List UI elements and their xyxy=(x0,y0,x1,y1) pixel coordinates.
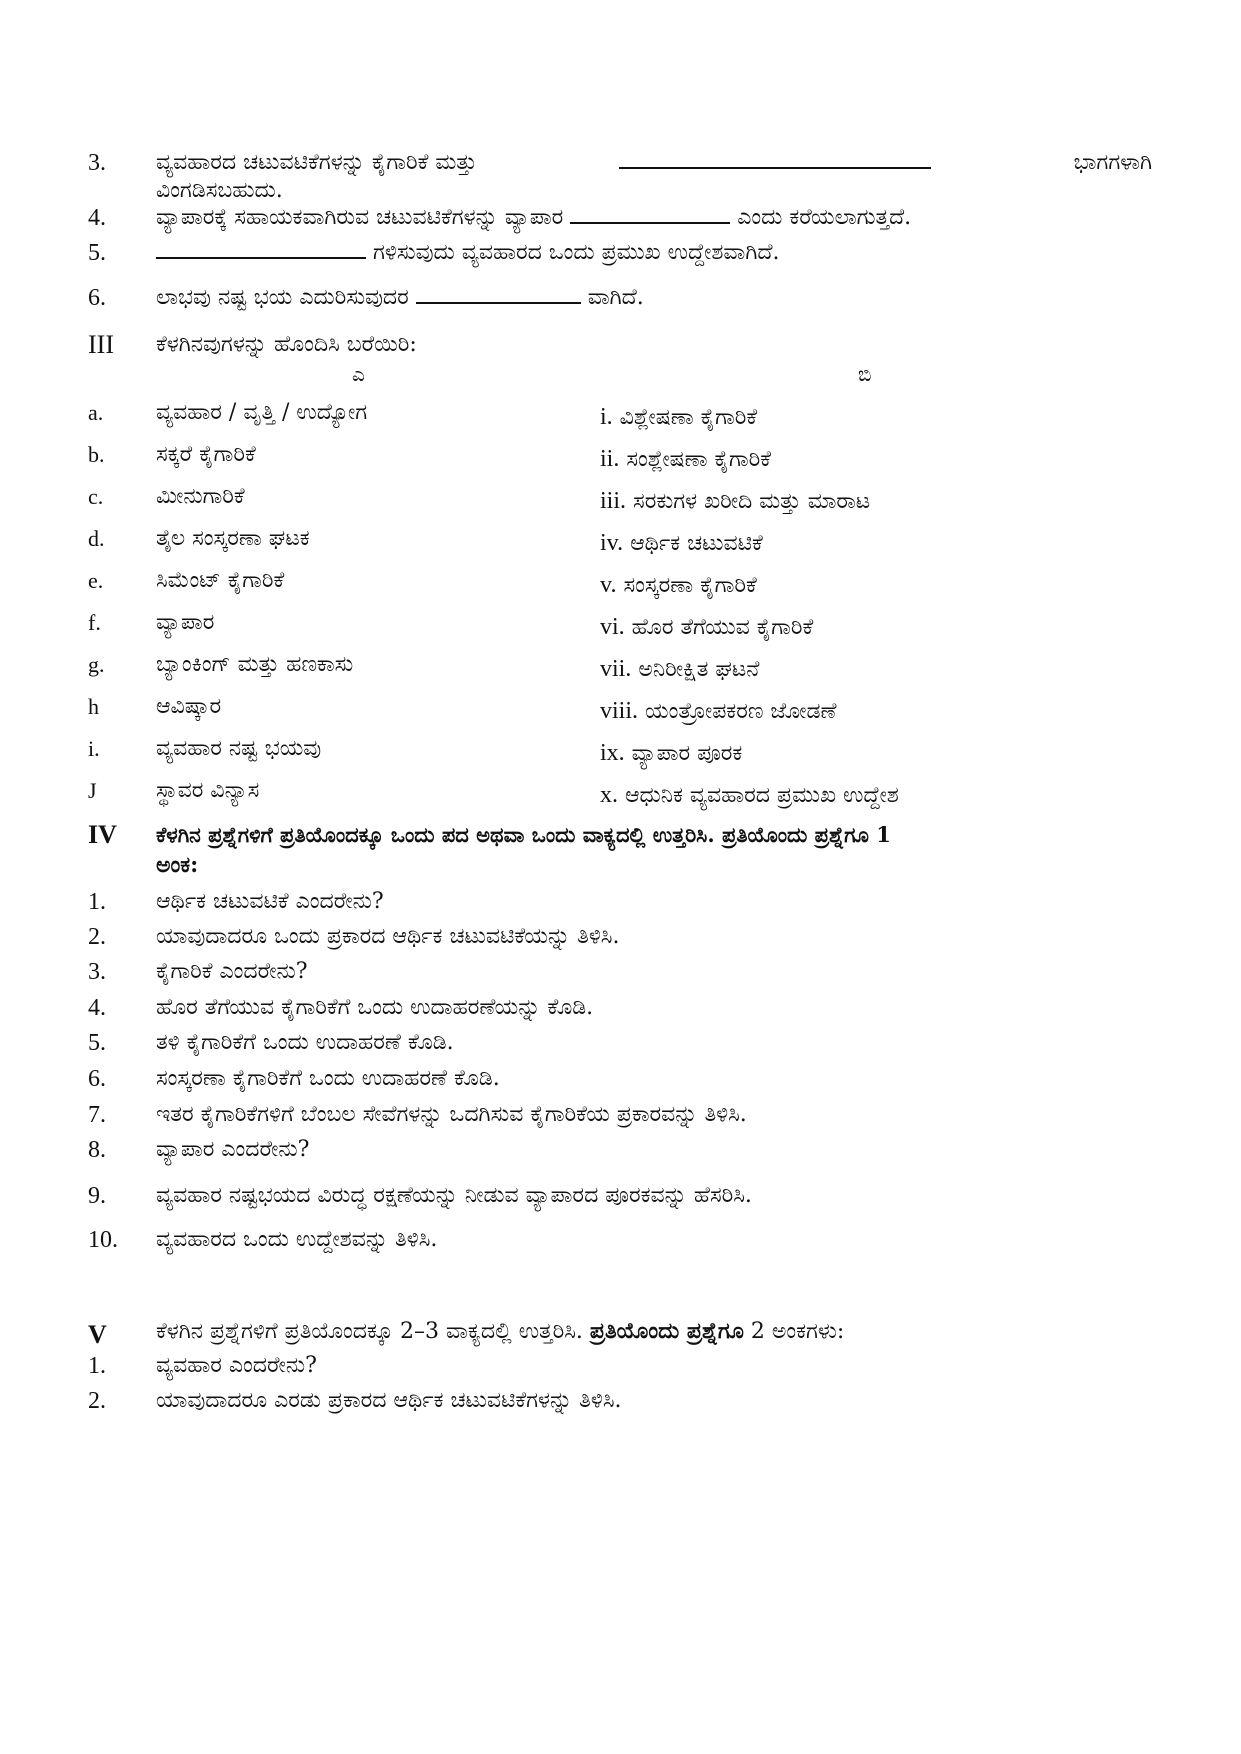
item-text: ವಾಗಿದೆ. xyxy=(587,285,644,310)
section-heading: ಕೆಳಗಿನವುಗಳನ್ನು ಹೊಂದಿಸಿ ಬರೆಯಿರಿ: xyxy=(156,332,417,357)
match-item-b: vii. ಅನಿರೀಕ್ಷಿತ ಘಟನೆ xyxy=(600,656,760,682)
section-number: V xyxy=(88,1320,107,1349)
item-text-continued: ವಿಂಗಡಿಸಬಹುದು. xyxy=(156,178,283,203)
match-item-b: viii. ಯಂತ್ರೋಪಕರಣ ಜೋಡಣೆ xyxy=(600,698,837,724)
item-number: 6. xyxy=(88,285,106,311)
section-heading: ಕೆಳಗಿನ ಪ್ರಶ್ನೆಗಳಿಗೆ ಪ್ರತಿಯೊಂದಕ್ಕೂ 2–3 ವಾಕ್ಯದಲ್ಲಿ ಉತ್ತರಿಸಿ. xyxy=(156,1319,583,1344)
item-text: ಲಾಭವು ನಷ್ಟ ಭಯ ಎದುರಿಸುವುದರ xyxy=(156,285,409,310)
match-item-b: ii. ಸಂಶ್ಲೇಷಣಾ ಕೈಗಾರಿಕೆ xyxy=(600,446,772,472)
item-number: 4. xyxy=(88,205,106,231)
item-number: 3. xyxy=(88,150,106,176)
question-paper-page: 3. ವ್ಯವಹಾರದ ಚಟುವಟಿಕೆಗಳನ್ನು ಕೈಗಾರಿಕೆ ಮತ್ತು ಭಾಗಗಳಾಗಿ ವಿಂಗಡಿಸಬಹುದು. 4. ವ್ಯಾಪಾರಕ್ಕೆ ಸಹಾಯಕವಾಗಿರುವ ಚಟುವಟಿಕೆಗಳನ್ನು ವ್ಯಾಪಾರ ಎಂದು ಕರೆಯಲಾಗುತ್ತದೆ. 5. ಗಳಿಸುವುದು ವ್ಯವಹಾರದ ಒಂದು ಪ್ರಮುಖ ಉದ್ದೇಶವಾಗಿದೆ. 6. ಲಾಭವು ನಷ್ಟ ಭಯ ಎದುರಿಸುವುದರ ವಾಗಿದೆ. III ಕೆಳಗಿನವುಗಳನ್ನು ಹೊಂದಿಸಿ ಬರೆಯಿರಿ: ಎ ಬಿ a. ವ್ಯವಹಾರ / ವೃತ್ತಿ / ಉದ್ಯೋಗ b. ಸಕ್ಕರೆ ಕೈಗಾರಿಕೆ c. ಮೀನುಗಾರಿಕೆ d. ತೈಲ ಸಂಸ್ಕರಣಾ ಘಟಕ e. ಸಿಮೆಂಟ್ ಕೈಗಾರಿಕೆ f. ವ್ಯಾಪಾರ g. ಬ್ಯಾಂಕಿಂಗ್ ಮತ್ತು ಹಣಕಾಸು h ಆವಿಷ್ಕಾರ i. ವ್ಯವಹಾರ ನಷ್ಟ ಭಯವು J ಸ್ಥಾವರ ವಿನ್ಯಾಸ i. ವಿಶ್ಲೇಷಣಾ ಕೈಗಾರಿಕೆ ii. ಸಂಶ್ಲೇಷಣಾ ಕೈಗಾರಿಕೆ iii. ಸರಕುಗಳ ಖರೀದಿ ಮತ್ತು ಮಾರಾಟ iv. ಆರ್ಥಿಕ ಚಟುವಟಿಕೆ v. ಸಂಸ್ಕರಣಾ ಕೈಗಾರಿಕೆ vi. ಹೊರ ತೆಗೆಯುವ ಕೈಗಾರಿಕೆ vii. ಅನಿರೀಕ್ಷಿತ ಘಟನೆ viii. ಯಂತ್ರೋಪಕರಣ ಜೋಡಣೆ ix. ವ್ಯಾಪಾರ ಪೂರಕ x. ಆಧುನಿಕ ವ್ಯವಹಾರದ ಪ್ರಮುಖ ಉದ್ದೇಶ IV ಕೆಳಗಿನ ಪ್ರಶ್ನೆಗಳಿಗೆ ಪ್ರತಿಯೊಂದಕ್ಕೂ ಒಂದು ಪದ ಅಥವಾ ಒಂದು ವಾಕ್ಯದಲ್ಲಿ ಉತ್ತರಿಸಿ. ಪ್ರತಿಯೊಂದು ಪ್ರಶ್ನೆಗೂ 1 ಅಂಕ: 1. ಆರ್ಥಿಕ ಚಟುವಟಿಕೆ ಎಂದರೇನು? 2. ಯಾವುದಾದರೂ ಒಂದು ಪ್ರಕಾರದ ಆರ್ಥಿಕ ಚಟುವಟಿಕೆಯನ್ನು ತಿಳಿಸಿ. 3. ಕೈಗಾರಿಕೆ ಎಂದರೇನು? 4. ಹೊರ ತೆಗೆಯುವ ಕೈಗಾರಿಕೆಗೆ ಒಂದು ಉದಾಹರಣೆಯನ್ನು ಕೊಡಿ. 5. ತಳಿ ಕೈಗಾರಿಕೆಗೆ ಒಂದು ಉದಾಹರಣೆ ಕೊಡಿ. 6. ಸಂಸ್ಕರಣಾ ಕೈಗಾರಿಕೆಗೆ ಒಂದು ಉದಾಹರಣೆ ಕೊಡಿ. 7. ಇತರ ಕೈಗಾರಿಕೆಗಳಿಗೆ ಬೆಂಬಲ ಸೇವೆಗಳನ್ನು ಒದಗಿಸುವ ಕೈಗಾರಿಕೆಯ ಪ್ರಕಾರವನ್ನು ತಿಳಿಸಿ. 8. ವ್ಯಾಪಾರ ಎಂದರೇನು? 9. ವ್ಯವಹಾರ ನಷ್ಟಭಯದ ವಿರುದ್ಧ ರಕ್ಷಣೆಯನ್ನು ನೀಡುವ ವ್ಯಾಪಾರದ ಪೂರಕವನ್ನು ಹೆಸರಿಸಿ. 10. ವ್ಯವಹಾರದ ಒಂದು ಉದ್ದೇಶವನ್ನು ತಿಳಿಸಿ. V ಕೆಳಗಿನ ಪ್ರಶ್ನೆಗಳಿಗೆ ಪ್ರತಿಯೊಂದಕ್ಕೂ 2–3 ವಾಕ್ಯದಲ್ಲಿ ಉತ್ತರಿಸಿ. ಪ್ರತಿಯೊಂದು ಪ್ರಶ್ನೆಗೂ 2 ಅಂಕಗಳು: 1. ವ್ಯವಹಾರ ಎಂದರೇನು? 2. ಯಾವುದಾದರೂ ಎರಡು ಪ್ರಕಾರದ ಆರ್ಥಿಕ ಚಟುವಟಿಕೆಗಳನ್ನು ತಿಳಿಸಿ. xyxy=(0,0,1241,1754)
match-item-b: v. ಸಂಸ್ಕರಣಾ ಕೈಗಾರಿಕೆ xyxy=(600,572,757,598)
match-item-b: iii. ಸರಕುಗಳ ಖರೀದಿ ಮತ್ತು ಮಾರಾಟ xyxy=(600,488,871,514)
answer-blank xyxy=(619,149,931,169)
section-heading-continued: ಅಂಕ: xyxy=(156,852,199,878)
answer-blank xyxy=(416,284,581,304)
section-heading-marks: 2 ಅಂಕಗಳು: xyxy=(750,1319,845,1344)
item-text: ವ್ಯಾಪಾರಕ್ಕೆ ಸಹಾಯಕವಾಗಿರುವ ಚಟುವಟಿಕೆಗಳನ್ನು ವ್ಯಾಪಾರ xyxy=(156,205,564,230)
answer-blank xyxy=(156,239,366,259)
column-a-heading: ಎ xyxy=(352,362,365,386)
item-text: ವ್ಯವಹಾರದ ಚಟುವಟಿಕೆಗಳನ್ನು ಕೈಗಾರಿಕೆ ಮತ್ತು xyxy=(156,150,477,175)
section-number: IV xyxy=(88,820,117,849)
match-item-b: i. ವಿಶ್ಲೇಷಣಾ ಕೈಗಾರಿಕೆ xyxy=(600,404,758,430)
match-item-b: iv. ಆರ್ಥಿಕ ಚಟುವಟಿಕೆ xyxy=(600,530,763,556)
section-number: III xyxy=(88,330,114,359)
section-heading-bold: ಪ್ರತಿಯೊಂದು ಪ್ರಶ್ನೆಗೂ xyxy=(589,1318,744,1344)
item-text: ಎಂದು ಕರೆಯಲಾಗುತ್ತದೆ. xyxy=(737,205,912,230)
item-text: ಗಳಿಸುವುದು ವ್ಯವಹಾರದ ಒಂದು ಪ್ರಮುಖ ಉದ್ದೇಶವಾಗಿದೆ. xyxy=(373,240,780,265)
section-heading: ಕೆಳಗಿನ ಪ್ರಶ್ನೆಗಳಿಗೆ ಪ್ರತಿಯೊಂದಕ್ಕೂ ಒಂದು ಪದ ಅಥವಾ ಒಂದು ವಾಕ್ಯದಲ್ಲಿ ಉತ್ತರಿಸಿ. ಪ್ರತಿಯೊಂದು ಪ್ರಶ್ನೆಗೂ 1 xyxy=(156,822,891,847)
match-item-b: vi. ಹೊರ ತೆಗೆಯುವ ಕೈಗಾರಿಕೆ xyxy=(600,614,814,640)
match-item-b: x. ಆಧುನಿಕ ವ್ಯವಹಾರದ ಪ್ರಮುಖ ಉದ್ದೇಶ xyxy=(600,782,899,808)
column-b-heading: ಬಿ xyxy=(858,362,872,386)
answer-blank xyxy=(570,204,730,224)
match-item-b: ix. ವ್ಯಾಪಾರ ಪೂರಕ xyxy=(600,740,743,766)
item-number: 5. xyxy=(88,240,106,266)
item-text: ಭಾಗಗಳಾಗಿ xyxy=(1073,150,1152,175)
